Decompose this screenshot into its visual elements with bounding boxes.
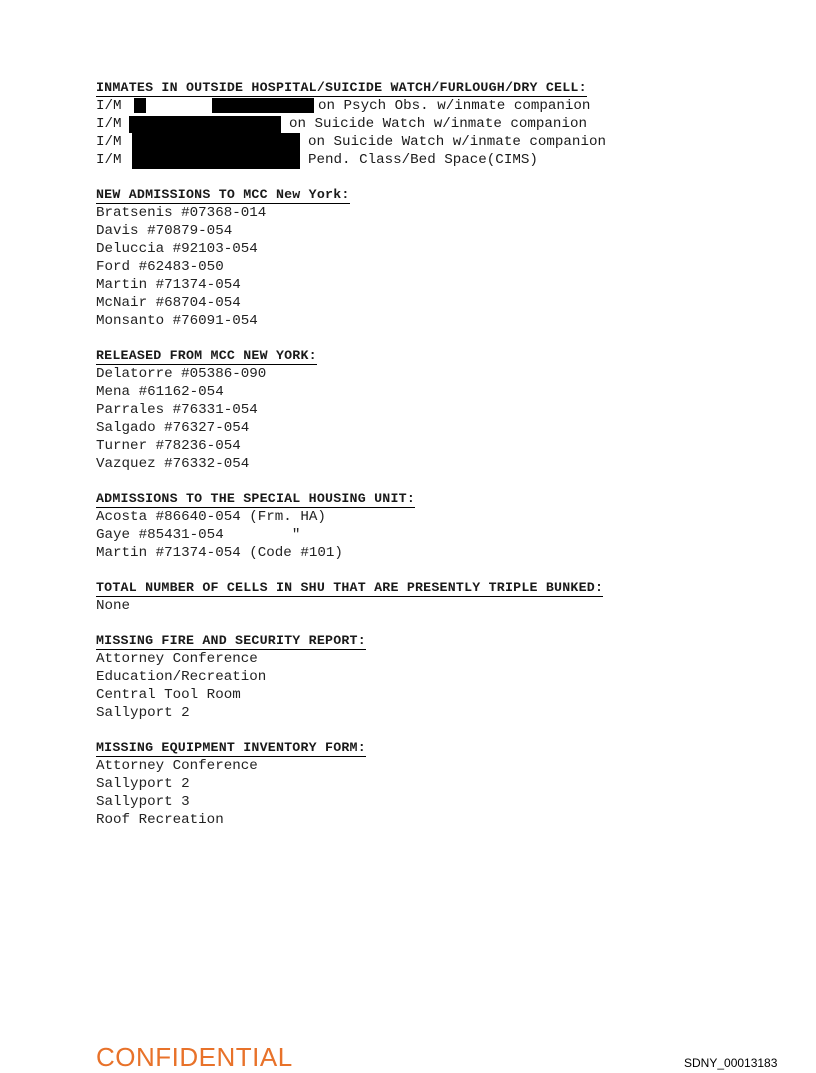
list-item: Vazquez #76332-054	[96, 456, 250, 472]
inmate-status-row	[96, 151, 716, 169]
section-heading: MISSING EQUIPMENT INVENTORY FORM:	[96, 740, 366, 755]
admissions-list	[96, 204, 716, 330]
list-item: Central Tool Room	[96, 687, 241, 703]
triple-bunked-list	[96, 597, 716, 615]
list-item: Salgado #76327-054	[96, 420, 250, 436]
missing-equipment-list	[96, 757, 716, 829]
list-item: McNair #68704-054	[96, 295, 241, 311]
list-item: Sallyport 2	[96, 705, 190, 721]
list-item: Monsanto #76091-054	[96, 313, 258, 329]
bates-number: SDNY_00013183	[684, 1056, 778, 1070]
redaction-block	[134, 98, 146, 113]
list-item: Parrales #76331-054	[96, 402, 258, 418]
list-item: Mena #61162-054	[96, 384, 224, 400]
inmate-status: on Suicide Watch w/inmate companion	[308, 134, 606, 150]
list-item: Bratsenis #07368-014	[96, 205, 267, 221]
list-item: None	[96, 598, 131, 614]
list-item: Ford #62483-050	[96, 259, 224, 275]
list-item: Delatorre #05386-090	[96, 366, 267, 382]
shu-list	[96, 508, 716, 562]
list-item: Sallyport 3	[96, 794, 190, 810]
section-heading: INMATES IN OUTSIDE HOSPITAL/SUICIDE WATCH/FURLOUGH/DRY CELL:	[96, 80, 587, 95]
confidential-stamp: CONFIDENTIAL	[96, 1042, 293, 1072]
section-missing-equipment	[96, 738, 716, 829]
inmate-status: on Psych Obs. w/inmate companion	[318, 98, 591, 114]
section-new-admissions	[96, 185, 716, 330]
missing-fire-list	[96, 650, 716, 722]
section-inmates-outside	[96, 78, 716, 169]
list-item: Attorney Conference	[96, 651, 258, 667]
inmate-status-row	[96, 97, 716, 115]
section-heading: NEW ADMISSIONS TO MCC New York:	[96, 187, 350, 202]
redaction-block	[129, 116, 281, 133]
inmate-status: on Suicide Watch w/inmate companion	[289, 116, 587, 132]
list-item: Roof Recreation	[96, 812, 224, 828]
section-heading: MISSING FIRE AND SECURITY REPORT:	[96, 633, 366, 648]
list-item: Turner #78236-054	[96, 438, 241, 454]
inmate-prefix: I/M	[96, 98, 122, 114]
inmate-status-row	[96, 115, 716, 133]
inmate-status: Pend. Class/Bed Space(CIMS)	[308, 152, 538, 168]
list-item: Gaye #85431-054 "	[96, 527, 301, 543]
inmate-prefix: I/M	[96, 116, 122, 132]
section-heading: ADMISSIONS TO THE SPECIAL HOUSING UNIT:	[96, 491, 415, 506]
list-item: Sallyport 2	[96, 776, 190, 792]
inmate-prefix: I/M	[96, 152, 122, 168]
section-heading: RELEASED FROM MCC NEW YORK:	[96, 348, 317, 363]
list-item: Acosta #86640-054 (Frm. HA)	[96, 509, 326, 525]
report-body	[96, 78, 716, 845]
inmate-status-list	[96, 97, 716, 169]
section-triple-bunked	[96, 578, 716, 615]
list-item: Davis #70879-054	[96, 223, 233, 239]
inmate-status-row	[96, 133, 716, 151]
section-shu-admissions	[96, 489, 716, 562]
list-item: Martin #71374-054 (Code #101)	[96, 545, 343, 561]
released-list	[96, 365, 716, 473]
section-missing-fire	[96, 631, 716, 722]
list-item: Attorney Conference	[96, 758, 258, 774]
list-item: Deluccia #92103-054	[96, 241, 258, 257]
section-heading: TOTAL NUMBER OF CELLS IN SHU THAT ARE PRESENTLY TRIPLE BUNKED:	[96, 580, 604, 595]
section-released	[96, 346, 716, 473]
redaction-block	[212, 98, 314, 113]
list-item: Martin #71374-054	[96, 277, 241, 293]
inmate-prefix: I/M	[96, 134, 122, 150]
list-item: Education/Recreation	[96, 669, 267, 685]
